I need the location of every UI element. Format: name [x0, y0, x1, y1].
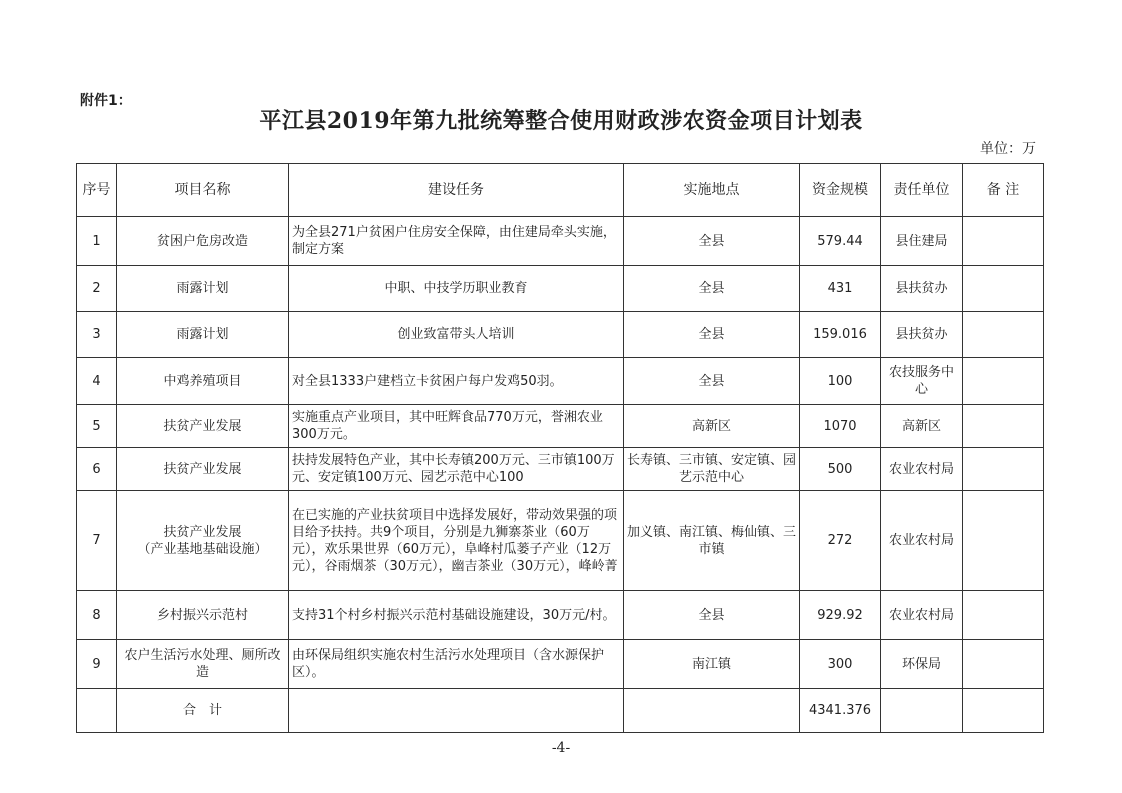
row-note [963, 640, 1044, 689]
row-unit: 农业农村局 [881, 491, 963, 591]
row-name: 雨露计划 [117, 266, 289, 312]
row-task-cell [289, 448, 624, 491]
table-row [77, 491, 1044, 591]
row-unit: 环保局 [881, 640, 963, 689]
row-note [963, 217, 1044, 266]
table-row [77, 217, 1044, 266]
row-no: 8 [77, 591, 117, 640]
row-unit: 农业农村局 [881, 448, 963, 491]
row-amount: 300 [800, 640, 881, 689]
total-task [289, 689, 624, 733]
row-no: 4 [77, 358, 117, 405]
row-task: 实施重点产业项目，其中旺辉食品770万元，誉湘农业300万元。 [289, 405, 624, 448]
row-task: 由环保局组织实施农村生活污水处理项目（含水源保护区）。 [289, 640, 624, 689]
row-location: 全县 [624, 591, 800, 640]
row-name-sub: （产业基地基础设施） [137, 541, 268, 557]
row-note [963, 591, 1044, 640]
row-unit: 农技服务中心 [881, 358, 963, 405]
row-task: 中职、中技学历职业教育 [289, 266, 624, 312]
row-unit: 县住建局 [881, 217, 963, 266]
row-task: 在已实施的产业扶贫项目中选择发展好，带动效果强的项目给予扶持。共9个项目，分别是九狮寨茶业（60万元），欢乐果世界（60万元），阜峰村瓜蒌子产业（12万元），谷雨烟茶（30万元），幽吉茶业（30万元），峰岭菁 [292, 507, 618, 574]
row-amount: 579.44 [800, 217, 881, 266]
total-location [624, 689, 800, 733]
page-number: -4- [551, 740, 571, 756]
row-task: 支持31个村乡村振兴示范村基础设施建设，30万元/村。 [289, 591, 624, 640]
row-name: 农户生活污水处理、厕所改造 [117, 640, 289, 689]
row-note [963, 312, 1044, 358]
row-location: 长寿镇、三市镇、安定镇、园艺示范中心 [624, 448, 800, 491]
table-row [77, 312, 1044, 358]
row-amount: 1070 [800, 405, 881, 448]
total-no [77, 689, 117, 733]
row-name-cell [117, 491, 289, 591]
row-no: 7 [77, 491, 117, 591]
row-location: 全县 [624, 217, 800, 266]
col-header-amount: 资金规模 [800, 164, 881, 217]
row-note [963, 448, 1044, 491]
table-row [77, 640, 1044, 689]
row-name: 扶贫产业发展 [117, 448, 289, 491]
row-no: 1 [77, 217, 117, 266]
row-unit: 县扶贫办 [881, 312, 963, 358]
row-task: 为全县271户贫困户住房安全保障，由住建局牵头实施，制定方案 [289, 217, 624, 266]
total-note [963, 689, 1044, 733]
row-amount: 929.92 [800, 591, 881, 640]
row-unit: 高新区 [881, 405, 963, 448]
table-row [77, 405, 1044, 448]
row-no: 6 [77, 448, 117, 491]
col-header-location: 实施地点 [624, 164, 800, 217]
row-location: 全县 [624, 266, 800, 312]
row-unit: 县扶贫办 [881, 266, 963, 312]
row-amount: 500 [800, 448, 881, 491]
row-no: 9 [77, 640, 117, 689]
row-amount: 272 [800, 491, 881, 591]
row-amount: 100 [800, 358, 881, 405]
total-amount: 4341.376 [800, 689, 881, 733]
row-no: 3 [77, 312, 117, 358]
row-name: 中鸡养殖项目 [117, 358, 289, 405]
total-row [77, 689, 1044, 733]
col-header-task: 建设任务 [289, 164, 624, 217]
row-task-cell [289, 491, 624, 591]
total-label: 合 计 [117, 689, 289, 733]
row-note [963, 358, 1044, 405]
table-row [77, 266, 1044, 312]
table-row [77, 591, 1044, 640]
col-header-no: 序号 [77, 164, 117, 217]
row-no: 5 [77, 405, 117, 448]
table-row [77, 358, 1044, 405]
row-location: 南江镇 [624, 640, 800, 689]
row-note [963, 491, 1044, 591]
row-location: 加义镇、南江镇、梅仙镇、三市镇 [624, 491, 800, 591]
row-task: 扶持发展特色产业，其中长寿镇200万元、三市镇100万元、安定镇100万元、园艺示范中心100 [292, 453, 615, 485]
row-note [963, 405, 1044, 448]
document-title: 平江县2019年第九批统筹整合使用财政涉农资金项目计划表 [259, 108, 863, 134]
unit-label: 单位：万 [980, 141, 1036, 157]
row-amount: 159.016 [800, 312, 881, 358]
col-header-note: 备 注 [963, 164, 1044, 217]
row-name: 扶贫产业发展 [117, 405, 289, 448]
row-no: 2 [77, 266, 117, 312]
row-name: 贫困户危房改造 [117, 217, 289, 266]
row-location: 高新区 [624, 405, 800, 448]
row-task: 对全县1333户建档立卡贫困户每户发鸡50羽。 [289, 358, 624, 405]
row-location: 全县 [624, 312, 800, 358]
project-plan-table [76, 163, 1044, 733]
table-header-row [77, 164, 1044, 217]
row-amount: 431 [800, 266, 881, 312]
row-name: 扶贫产业发展 [163, 524, 242, 540]
row-task: 创业致富带头人培训 [289, 312, 624, 358]
col-header-name: 项目名称 [117, 164, 289, 217]
total-unit [881, 689, 963, 733]
row-note [963, 266, 1044, 312]
col-header-unit: 责任单位 [881, 164, 963, 217]
table-row [77, 448, 1044, 491]
row-name: 雨露计划 [117, 312, 289, 358]
attachment-label: 附件1： [80, 93, 132, 109]
row-unit: 农业农村局 [881, 591, 963, 640]
row-name: 乡村振兴示范村 [117, 591, 289, 640]
row-location: 全县 [624, 358, 800, 405]
